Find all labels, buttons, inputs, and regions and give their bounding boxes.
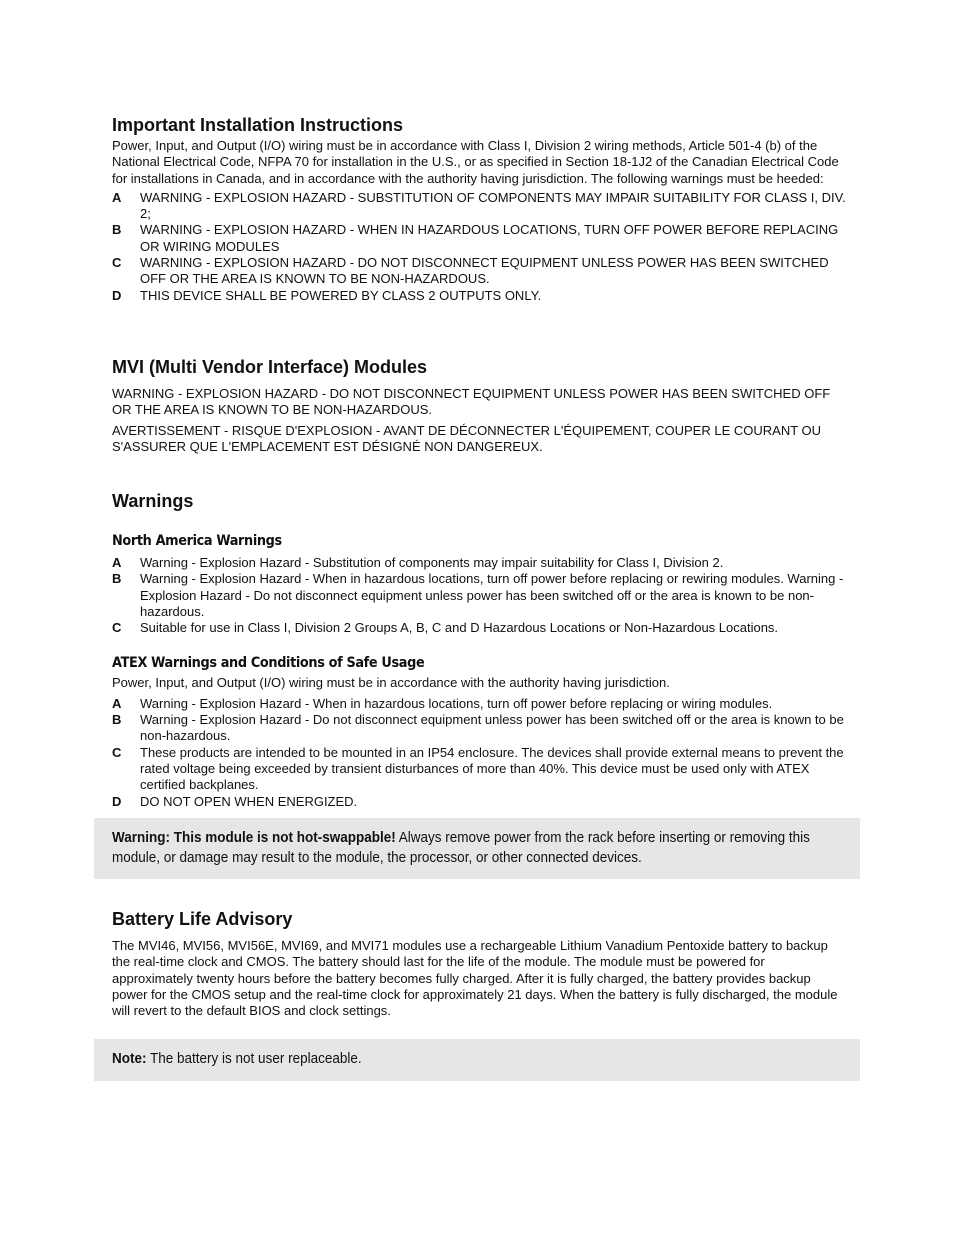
- list-item: C These products are intended to be mounted in an IP54 enclosure. The devices shall provide external means to prevent the rated voltage being exceeded by transient disturbances of more than 40%. This device must be used only with ATEX certified backplanes.: [112, 744, 844, 793]
- battery-para: The MVI46, MVI56, MVI56E, MVI69, and MVI71 modules use a rechargeable Lithium Vanadium Pentoxide battery to backup the real-time clock and CMOS. The battery should last for the life of the module. The module must be powered for approximately twenty hours before the battery becomes fully charged. After it is fully charged, the battery provides backup power for the CMOS setup and the real-time clock for approximately 21 days. When the battery is fully discharged, the module will revert to the default BIOS and clock settings.: [112, 938, 838, 1019]
- atex-intro: Power, Input, and Output (I/O) wiring must be in accordance with the authority having jurisdiction.: [112, 675, 670, 691]
- install-title: Important Installation Instructions: [112, 115, 404, 135]
- list-item: D THIS DEVICE SHALL BE POWERED BY CLASS 2 OUTPUTS ONLY.: [112, 287, 542, 303]
- warnings-title: Warnings: [112, 491, 194, 511]
- install-intro: Power, Input, and Output (I/O) wiring must be in accordance with Class I, Division 2 wiring methods, Article 501-4 (b) of the National Electrical Code, NFPA 70 for installation in the U.S., or as specified in Section 18-1J2 of the Canadian Electrical Code for installations in Canada, and in accordance with the authority having jurisdiction. The following warnings must be heeded:: [112, 138, 839, 186]
- list-item: B WARNING - EXPLOSION HAZARD - WHEN IN HAZARDOUS LOCATIONS, TURN OFF POWER BEFORE REPLACING OR WIRING MODULES: [112, 222, 839, 254]
- battery-section: [112, 908, 847, 1019]
- battery-title: Battery Life Advisory: [112, 909, 293, 929]
- atex-title: ATEX Warnings and Conditions of Safe Usage: [112, 655, 425, 672]
- list-item: A Warning - Explosion Hazard - When in hazardous locations, turn off power before replacing or wiring modules.: [112, 695, 773, 711]
- battery-note-lead: Note:: [112, 1050, 147, 1067]
- install-section: [112, 114, 847, 304]
- list-item: B Warning - Explosion Hazard - Do not disconnect equipment unless power has been switched off or the area is known to be non-hazardous.: [112, 712, 844, 744]
- mvi-title: MVI (Multi Vendor Interface) Modules: [112, 357, 428, 377]
- hot-swap-warning-note: [94, 818, 860, 879]
- atex-list: [112, 696, 847, 810]
- mvi-para-en: WARNING - EXPLOSION HAZARD - DO NOT DISCONNECT EQUIPMENT UNLESS POWER HAS BEEN SWITCHED OFF OR THE AREA IS KNOWN TO BE NON-HAZARDOUS.: [112, 386, 831, 418]
- battery-note-text: The battery is not user replaceable.: [146, 1050, 362, 1067]
- list-item: D DO NOT OPEN WHEN ENERGIZED.: [112, 793, 358, 809]
- mvi-para-fr: AVERTISSEMENT - RISQUE D'EXPLOSION - AVANT DE DÉCONNECTER L'ÉQUIPEMENT, COUPER LE COURANT OU S'ASSURER QUE L'EMPLACEMENT EST DÉSIGNÉ NON DANGEREUX.: [112, 422, 822, 454]
- list-item: A WARNING - EXPLOSION HAZARD - SUBSTITUTION OF COMPONENTS MAY IMPAIR SUITABILITY FOR CLASS I, DIV. 2;: [112, 189, 846, 222]
- hot-swap-note-text: Always remove power from the rack before inserting or removing this module, or damage may result to the module, the processor, or other connected devices.: [112, 829, 810, 866]
- list-item: C Suitable for use in Class I, Division 2 Groups A, B, C and D Hazardous Locations or Non-Hazardous Locations.: [112, 620, 779, 636]
- install-list: [112, 190, 847, 304]
- mvi-section: [112, 356, 847, 455]
- list-item: B Warning - Explosion Hazard - When in hazardous locations, turn off power before replacing or rewiring modules. Warning - Explosion Hazard - Do not disconnect equipment unless power has been switched off or the area is known to be non-hazardous.: [112, 571, 844, 619]
- list-item: A Warning - Explosion Hazard - Substitution of components may impair suitability for Class I, Division 2.: [112, 555, 724, 570]
- list-item: C WARNING - EXPLOSION HAZARD - DO NOT DISCONNECT EQUIPMENT UNLESS POWER HAS BEEN SWITCHED OFF OR THE AREA IS KNOWN TO BE NON-HAZARDOUS.: [112, 255, 829, 287]
- hot-swap-note-lead: Warning: This module is not hot-swappable!: [112, 829, 396, 846]
- warnings-section: [112, 490, 847, 810]
- north-america-list: [112, 555, 847, 636]
- north-america-title: North America Warnings: [112, 533, 282, 549]
- battery-note: [94, 1039, 860, 1081]
